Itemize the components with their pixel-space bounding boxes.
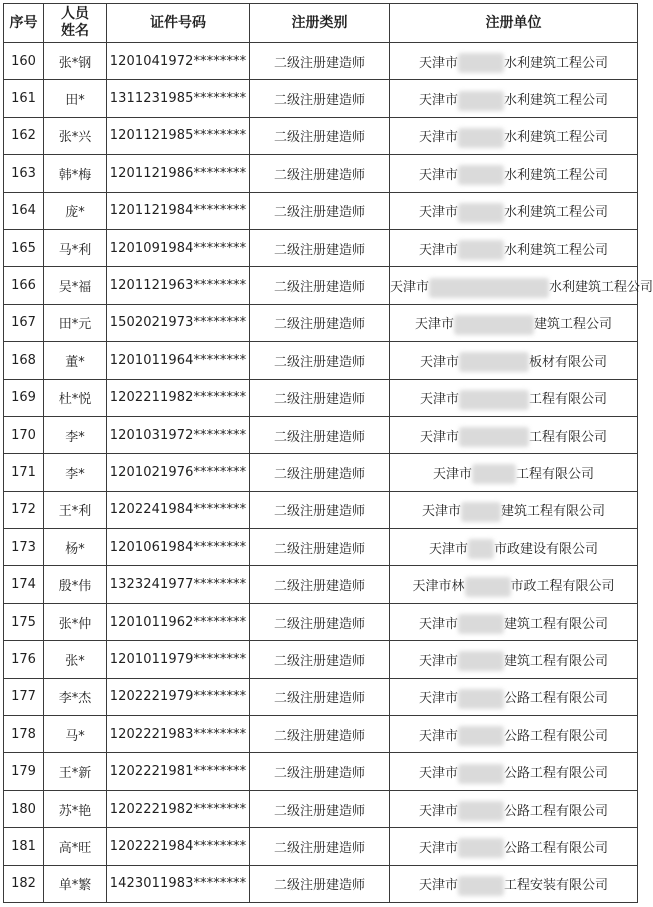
cell-cert: 1201121985******** [107, 117, 250, 154]
unit-text [390, 276, 653, 295]
cell-category: 二级注册建造师 [250, 379, 390, 416]
cell-name: 殷*伟 [44, 566, 107, 603]
cell-name: 韩*梅 [44, 155, 107, 192]
cell-seq: 181 [4, 828, 44, 865]
cell-unit [390, 753, 638, 790]
cell-category: 二级注册建造师 [250, 267, 390, 304]
cell-name: 王*新 [44, 753, 107, 790]
unit-suffix: 市政建设有限公司 [494, 541, 599, 557]
cell-name: 董* [44, 342, 107, 379]
cell-cert: 1201121984******** [107, 192, 250, 229]
unit-text [415, 313, 612, 332]
unit-text [412, 575, 614, 594]
cell-unit [390, 529, 638, 566]
table-row [4, 753, 638, 790]
redacted-blur [458, 206, 504, 220]
unit-prefix: 天津市 [418, 840, 458, 856]
unit-text [419, 762, 608, 781]
cell-cert: 1201011964******** [107, 342, 250, 379]
cell-name: 杨* [44, 529, 107, 566]
unit-suffix: 工程安装有限公司 [504, 878, 609, 894]
unit-text [420, 388, 607, 407]
cell-cert: 1202221983******** [107, 716, 250, 753]
cell-cert: 1202241984******** [107, 491, 250, 528]
unit-prefix: 天津市 [418, 130, 458, 146]
cell-category: 二级注册建造师 [250, 155, 390, 192]
cell-name: 马* [44, 716, 107, 753]
cell-seq: 161 [4, 80, 44, 117]
redacted-blur [458, 654, 504, 668]
cell-seq: 179 [4, 753, 44, 790]
header-name [44, 4, 107, 43]
unit-prefix: 天津市 [418, 728, 458, 744]
cell-cert: 1201091984******** [107, 229, 250, 266]
unit-suffix: 建筑工程有限公司 [501, 504, 606, 520]
unit-text [419, 725, 608, 744]
cell-name: 张*兴 [44, 117, 107, 154]
cell-name: 单*繁 [44, 865, 107, 902]
cell-name: 李* [44, 454, 107, 491]
table-row [4, 117, 638, 154]
cell-seq: 173 [4, 529, 44, 566]
unit-prefix: 天津市 [421, 504, 461, 520]
cell-category: 二级注册建造师 [250, 678, 390, 715]
cell-cert: 1201011979******** [107, 641, 250, 678]
unit-prefix: 天津市 [419, 429, 459, 445]
cell-unit [390, 641, 638, 678]
cell-unit [390, 304, 638, 341]
table-row [4, 529, 638, 566]
cell-seq: 182 [4, 865, 44, 902]
cell-category: 二级注册建造师 [250, 529, 390, 566]
cell-category: 二级注册建造师 [250, 80, 390, 117]
cell-name: 王*利 [44, 491, 107, 528]
cell-unit [390, 790, 638, 827]
redacted-blur [459, 430, 529, 444]
cell-cert: 1201121986******** [107, 155, 250, 192]
unit-prefix: 天津市 [418, 167, 458, 183]
redacted-blur [461, 505, 501, 519]
redacted-blur [458, 56, 504, 70]
table-row [4, 192, 638, 229]
cell-seq: 163 [4, 155, 44, 192]
unit-suffix: 水利建筑工程公司 [504, 130, 609, 146]
cell-cert: 1202221982******** [107, 790, 250, 827]
cell-name: 张*仲 [44, 603, 107, 640]
header-name-line1: 人员 [61, 6, 89, 22]
cell-unit [390, 566, 638, 603]
table-row [4, 716, 638, 753]
cell-unit [390, 603, 638, 640]
cell-cert: 1323241977******** [107, 566, 250, 603]
cell-category: 二级注册建造师 [250, 566, 390, 603]
cell-name: 苏*艳 [44, 790, 107, 827]
cell-name: 庞* [44, 192, 107, 229]
unit-suffix: 市政工程有限公司 [510, 579, 615, 595]
unit-text [422, 500, 605, 519]
cell-unit [390, 155, 638, 192]
redacted-blur [458, 168, 504, 182]
cell-seq: 172 [4, 491, 44, 528]
cell-seq: 178 [4, 716, 44, 753]
cell-name: 杜*悦 [44, 379, 107, 416]
table-row [4, 454, 638, 491]
unit-suffix: 公路工程有限公司 [504, 840, 609, 856]
unit-suffix: 水利建筑工程公司 [549, 280, 653, 296]
unit-prefix: 天津市 [418, 803, 458, 819]
table-row [4, 566, 638, 603]
unit-text [429, 538, 598, 557]
unit-prefix: 天津市 [432, 466, 472, 482]
cell-seq: 167 [4, 304, 44, 341]
cell-seq: 180 [4, 790, 44, 827]
cell-seq: 160 [4, 43, 44, 80]
header-name-line2: 姓名 [61, 23, 89, 39]
unit-prefix: 天津市 [418, 766, 458, 782]
redacted-blur [458, 804, 504, 818]
unit-suffix: 公路工程有限公司 [504, 803, 609, 819]
table-row [4, 865, 638, 902]
unit-prefix: 天津市 [428, 541, 468, 557]
cell-name: 马*利 [44, 229, 107, 266]
cell-unit [390, 267, 653, 304]
redacted-blur [472, 467, 516, 481]
redacted-blur [459, 393, 529, 407]
unit-suffix: 公路工程有限公司 [504, 728, 609, 744]
unit-suffix: 建筑工程公司 [534, 317, 613, 333]
unit-text [419, 52, 608, 71]
table-row [4, 790, 638, 827]
cell-unit [390, 828, 638, 865]
cell-category: 二级注册建造师 [250, 304, 390, 341]
header-cert: 证件号码 [107, 4, 250, 43]
table-row [4, 379, 638, 416]
cell-seq: 176 [4, 641, 44, 678]
cell-unit [390, 678, 638, 715]
cell-name: 张* [44, 641, 107, 678]
unit-suffix: 板材有限公司 [529, 354, 608, 370]
cell-seq: 164 [4, 192, 44, 229]
unit-suffix: 公路工程有限公司 [504, 691, 609, 707]
table-row [4, 828, 638, 865]
cell-cert: 1201041972******** [107, 43, 250, 80]
table-row [4, 43, 638, 80]
table-row [4, 342, 638, 379]
cell-unit [390, 416, 638, 453]
unit-text [419, 837, 608, 856]
cell-seq: 177 [4, 678, 44, 715]
cell-unit [390, 454, 638, 491]
cell-category: 二级注册建造师 [250, 192, 390, 229]
cell-category: 二级注册建造师 [250, 641, 390, 678]
table-row [4, 491, 638, 528]
unit-prefix: 天津市 [419, 392, 459, 408]
unit-prefix: 天津市 [390, 280, 430, 296]
unit-text [419, 613, 608, 632]
unit-prefix: 天津市 [418, 93, 458, 109]
redacted-blur [429, 281, 549, 295]
unit-text [433, 463, 594, 482]
cell-name: 高*旺 [44, 828, 107, 865]
cell-cert: 1202221979******** [107, 678, 250, 715]
unit-suffix: 工程有限公司 [529, 429, 608, 445]
cell-cert: 1202221981******** [107, 753, 250, 790]
cell-seq: 162 [4, 117, 44, 154]
cell-seq: 169 [4, 379, 44, 416]
cell-unit [390, 865, 638, 902]
cell-category: 二级注册建造师 [250, 753, 390, 790]
table-row [4, 80, 638, 117]
cell-category: 二级注册建造师 [250, 865, 390, 902]
cell-unit [390, 379, 638, 416]
table-header [4, 4, 638, 43]
unit-prefix: 天津市 [418, 242, 458, 258]
cell-name: 李*杰 [44, 678, 107, 715]
redacted-blur [459, 355, 529, 369]
cell-unit [390, 43, 638, 80]
cell-cert: 1202211982******** [107, 379, 250, 416]
cell-category: 二级注册建造师 [250, 416, 390, 453]
unit-text [419, 126, 608, 145]
unit-text [420, 351, 607, 370]
unit-suffix: 建筑工程有限公司 [504, 653, 609, 669]
redacted-blur [454, 318, 534, 332]
unit-prefix: 天津市 [414, 317, 454, 333]
redacted-blur [458, 243, 504, 257]
unit-prefix: 天津市 [418, 691, 458, 707]
unit-prefix: 天津市林 [412, 579, 465, 595]
redacted-blur [458, 94, 504, 108]
header-unit: 注册单位 [390, 4, 638, 43]
unit-prefix: 天津市 [419, 354, 459, 370]
cell-cert: 1502021973******** [107, 304, 250, 341]
table-body [4, 43, 653, 903]
unit-suffix: 公路工程有限公司 [504, 766, 609, 782]
redacted-blur [458, 131, 504, 145]
cell-unit [390, 342, 638, 379]
cell-seq: 170 [4, 416, 44, 453]
unit-suffix: 水利建筑工程公司 [504, 205, 609, 221]
redacted-blur [465, 580, 511, 594]
cell-cert: 1201011962******** [107, 603, 250, 640]
unit-suffix: 工程有限公司 [529, 392, 608, 408]
unit-text [419, 89, 608, 108]
cell-seq: 175 [4, 603, 44, 640]
cell-category: 二级注册建造师 [250, 342, 390, 379]
cell-name: 李* [44, 416, 107, 453]
redacted-blur [458, 617, 504, 631]
cell-name: 张*钢 [44, 43, 107, 80]
unit-text [419, 239, 608, 258]
redacted-blur [458, 767, 504, 781]
redacted-blur [458, 879, 504, 893]
cell-name: 吴*福 [44, 267, 107, 304]
table-row [4, 603, 638, 640]
cell-category: 二级注册建造师 [250, 790, 390, 827]
cell-cert: 1201061984******** [107, 529, 250, 566]
unit-text [419, 874, 608, 893]
cell-cert: 1423011983******** [107, 865, 250, 902]
unit-prefix: 天津市 [418, 653, 458, 669]
header-row [4, 4, 638, 43]
unit-text [419, 164, 608, 183]
unit-prefix: 天津市 [418, 205, 458, 221]
redacted-blur [458, 729, 504, 743]
cell-cert: 1311231985******** [107, 80, 250, 117]
cell-seq: 168 [4, 342, 44, 379]
table-row [4, 229, 638, 266]
cell-category: 二级注册建造师 [250, 454, 390, 491]
cell-seq: 165 [4, 229, 44, 266]
cell-category: 二级注册建造师 [250, 716, 390, 753]
cell-unit [390, 117, 638, 154]
table-row [4, 678, 638, 715]
redacted-blur [458, 692, 504, 706]
unit-text [420, 426, 607, 445]
unit-suffix: 水利建筑工程公司 [504, 167, 609, 183]
unit-suffix: 工程有限公司 [516, 466, 595, 482]
table-row [4, 155, 638, 192]
unit-suffix: 水利建筑工程公司 [504, 55, 609, 71]
cell-seq: 174 [4, 566, 44, 603]
cell-unit [390, 229, 638, 266]
unit-prefix: 天津市 [418, 878, 458, 894]
table-row [4, 304, 638, 341]
cell-unit [390, 80, 638, 117]
cell-category: 二级注册建造师 [250, 491, 390, 528]
registration-table [3, 3, 653, 903]
cell-cert: 1201121963******** [107, 267, 250, 304]
cell-seq: 171 [4, 454, 44, 491]
table-row [4, 416, 638, 453]
cell-name: 田* [44, 80, 107, 117]
cell-category: 二级注册建造师 [250, 229, 390, 266]
unit-suffix: 水利建筑工程公司 [504, 242, 609, 258]
cell-seq: 166 [4, 267, 44, 304]
cell-unit [390, 491, 638, 528]
unit-text [419, 650, 608, 669]
redacted-blur [458, 841, 504, 855]
table-row [4, 267, 638, 304]
cell-category: 二级注册建造师 [250, 603, 390, 640]
cell-category: 二级注册建造师 [250, 117, 390, 154]
unit-prefix: 天津市 [418, 616, 458, 632]
header-seq: 序号 [4, 4, 44, 43]
cell-cert: 1201031972******** [107, 416, 250, 453]
cell-name: 田*元 [44, 304, 107, 341]
cell-cert: 1201021976******** [107, 454, 250, 491]
redacted-blur [468, 542, 494, 556]
cell-unit [390, 192, 638, 229]
unit-text [419, 687, 608, 706]
cell-cert: 1202221984******** [107, 828, 250, 865]
unit-text [419, 201, 608, 220]
cell-unit [390, 716, 638, 753]
unit-suffix: 水利建筑工程公司 [504, 93, 609, 109]
unit-text [419, 800, 608, 819]
cell-category: 二级注册建造师 [250, 43, 390, 80]
unit-prefix: 天津市 [418, 55, 458, 71]
cell-category: 二级注册建造师 [250, 828, 390, 865]
table-row [4, 641, 638, 678]
unit-suffix: 建筑工程有限公司 [504, 616, 609, 632]
header-category: 注册类别 [250, 4, 390, 43]
